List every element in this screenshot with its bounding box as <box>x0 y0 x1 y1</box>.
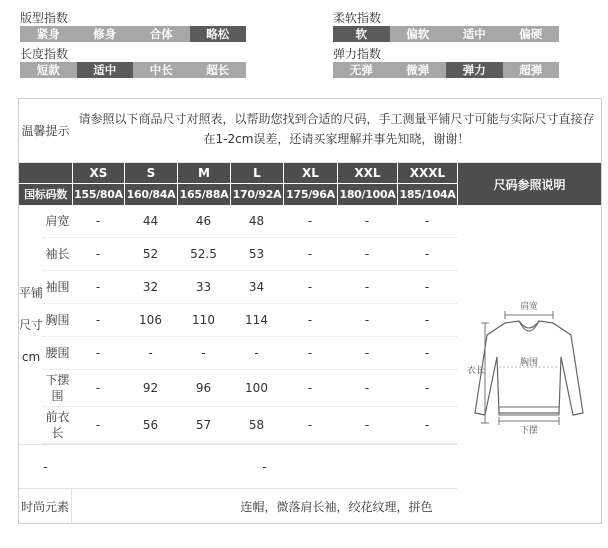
elasticity-index-bar <box>333 62 559 78</box>
std-size: 170/92A <box>230 184 283 205</box>
scale-option: 修身 <box>93 27 117 41</box>
misc-label: - <box>43 459 48 474</box>
measurement-value: - <box>364 214 370 228</box>
length-index-title: 长度指数 <box>20 47 69 61</box>
measurement-value: 32 <box>142 280 159 294</box>
elasticity-index-scale <box>333 46 559 78</box>
measurement-value: 48 <box>248 214 265 228</box>
style-label: 时尚元素 <box>19 489 72 523</box>
size-header-row <box>19 163 457 184</box>
measurement-value: 114 <box>245 313 268 327</box>
measurement-value: 110 <box>192 313 215 327</box>
measurement-value: - <box>424 346 430 360</box>
length-index-scale <box>20 46 246 78</box>
std-size-row <box>19 184 457 205</box>
scale-option-selected: 略松 <box>190 26 247 42</box>
style-row <box>19 489 601 523</box>
group-label-line: 尺寸 <box>19 317 44 332</box>
scale-option: 适中 <box>462 27 486 41</box>
measurement-value: - <box>364 381 370 395</box>
scale-option: 短款 <box>36 63 60 77</box>
std-size-label: 国标码数 <box>24 188 67 201</box>
measurement-value: - <box>364 280 370 294</box>
std-size: 180/100A <box>337 184 397 205</box>
measurement-value: - <box>424 280 430 294</box>
scale-option: 微弹 <box>406 63 430 77</box>
measurement-row <box>43 205 457 238</box>
measurement-value: 106 <box>139 313 162 327</box>
softness-index-title: 柔软指数 <box>333 11 382 25</box>
std-size: 165/88A <box>177 184 230 205</box>
measurement-value: - <box>424 247 430 261</box>
fit-index-title: 版型指数 <box>20 11 69 25</box>
measurement-value: - <box>424 381 430 395</box>
measurement-value: - <box>95 280 101 294</box>
header-corner <box>19 163 72 183</box>
measurement-value: 53 <box>248 247 265 261</box>
measurement-value: 100 <box>245 381 268 395</box>
measurement-value: - <box>95 313 101 327</box>
std-size: 185/104A <box>397 184 457 205</box>
fit-index-bar <box>20 26 246 42</box>
measurement-value: - <box>307 313 313 327</box>
measurement-value: - <box>307 247 313 261</box>
scale-option: 中长 <box>149 63 173 77</box>
softness-index-scale <box>333 10 559 42</box>
flat-size-group-label <box>19 205 43 444</box>
measurement-value: - <box>424 214 430 228</box>
measurement-value: 34 <box>248 280 265 294</box>
sweater-diagram-icon <box>463 295 595 435</box>
scale-option-selected: 适中 <box>77 62 134 78</box>
notice-text: 请参照以下商品尺寸对照表，以帮助您找到合适的尺码，手工测量平铺尺寸可能与实际尺寸直接存在1-2cm误差，还请买家理解并事先知晓，谢谢！ <box>78 112 595 146</box>
measurement-row <box>43 407 457 444</box>
std-size: 160/84A <box>124 184 177 205</box>
scale-option: 超弹 <box>519 63 543 77</box>
measurement-value: - <box>307 280 313 294</box>
measurement-value: - <box>254 346 259 360</box>
fit-index-scale <box>20 10 246 42</box>
measurement-value: - <box>364 418 370 432</box>
diagram-hem-label: 下摆 <box>519 426 539 435</box>
measurement-name: 袖长 <box>45 247 70 261</box>
measurement-value: - <box>307 346 313 360</box>
measurement-name: 前衣长 <box>45 410 70 440</box>
measurement-row <box>43 370 457 407</box>
measurement-rows <box>43 205 457 444</box>
size-header: XXL <box>337 163 397 183</box>
measurement-value: - <box>424 418 430 432</box>
measurement-value: 58 <box>248 418 265 432</box>
scale-option: 紧身 <box>36 27 60 41</box>
scale-option: 无弹 <box>349 63 373 77</box>
measurement-value: - <box>95 418 101 432</box>
misc-value: - <box>262 459 267 474</box>
size-header: M <box>177 163 230 183</box>
size-reference-diagram <box>457 205 601 489</box>
measurement-name: 袖围 <box>45 280 70 294</box>
measurement-value: - <box>364 247 370 261</box>
size-header: L <box>230 163 283 183</box>
std-size: 155/80A <box>72 184 124 205</box>
measurement-value: 57 <box>195 418 212 432</box>
measurement-name: 下摆围 <box>45 373 70 403</box>
scale-option: 超长 <box>206 63 230 77</box>
measurement-value: - <box>95 247 101 261</box>
measurement-value: - <box>364 313 370 327</box>
scale-option: 偏软 <box>406 27 430 41</box>
std-size: 175/96A <box>283 184 337 205</box>
measurements-block <box>19 205 457 444</box>
softness-index-bar <box>333 26 559 42</box>
group-label-line: cm <box>21 349 41 364</box>
size-header: S <box>124 163 177 183</box>
measurement-name: 腰围 <box>45 346 70 360</box>
elasticity-index-title: 弹力指数 <box>333 47 382 61</box>
measurement-name: 肩宽 <box>45 214 70 228</box>
style-value: 连帽，微落肩长袖，绞花纹理，拼色 <box>240 499 433 514</box>
measurement-value: 33 <box>195 280 212 294</box>
scale-option: 合体 <box>149 27 173 41</box>
group-label-line: 平铺 <box>19 285 44 300</box>
measurement-value: 46 <box>195 214 212 228</box>
diagram-length-label: 衣长 <box>467 366 486 376</box>
measurement-row <box>43 337 457 370</box>
measurement-value: 44 <box>142 214 159 228</box>
measurement-row <box>43 271 457 304</box>
notice-row <box>19 99 601 163</box>
measurement-row <box>43 304 457 337</box>
diagram-chest-label: 胸围 <box>519 358 539 368</box>
misc-row <box>19 444 457 489</box>
measurement-name: 胸围 <box>45 313 70 327</box>
scale-option-selected: 弹力 <box>446 62 503 78</box>
measurement-value: - <box>307 418 313 432</box>
scale-option-selected: 软 <box>333 26 390 42</box>
measurement-row <box>43 238 457 271</box>
notice-label: 温馨提示 <box>21 124 70 138</box>
size-chart-table <box>18 98 602 524</box>
table-header <box>19 163 601 205</box>
measurement-value: 52.5 <box>190 247 217 261</box>
length-index-bar <box>20 62 246 78</box>
measurement-value: 96 <box>195 381 212 395</box>
table-body <box>19 205 601 489</box>
measurement-value: 52 <box>142 247 159 261</box>
measurement-value: 56 <box>142 418 159 432</box>
measurement-value: - <box>95 381 101 395</box>
measurement-value: 92 <box>142 381 159 395</box>
measurement-value: - <box>201 346 206 360</box>
scale-option: 偏硬 <box>519 27 543 41</box>
size-header: XXXL <box>397 163 457 183</box>
measurement-value: - <box>148 346 153 360</box>
measurement-value: - <box>95 214 101 228</box>
size-header: XL <box>283 163 337 183</box>
measurement-value: - <box>307 214 313 228</box>
diagram-shoulder-label: 肩宽 <box>519 302 539 312</box>
measurement-value: - <box>364 346 370 360</box>
measurement-value: - <box>95 346 101 360</box>
size-header: XS <box>72 163 124 183</box>
measurement-value: - <box>424 313 430 327</box>
measurement-value: - <box>307 381 313 395</box>
size-reference-header: 尺码参照说明 <box>457 163 601 205</box>
